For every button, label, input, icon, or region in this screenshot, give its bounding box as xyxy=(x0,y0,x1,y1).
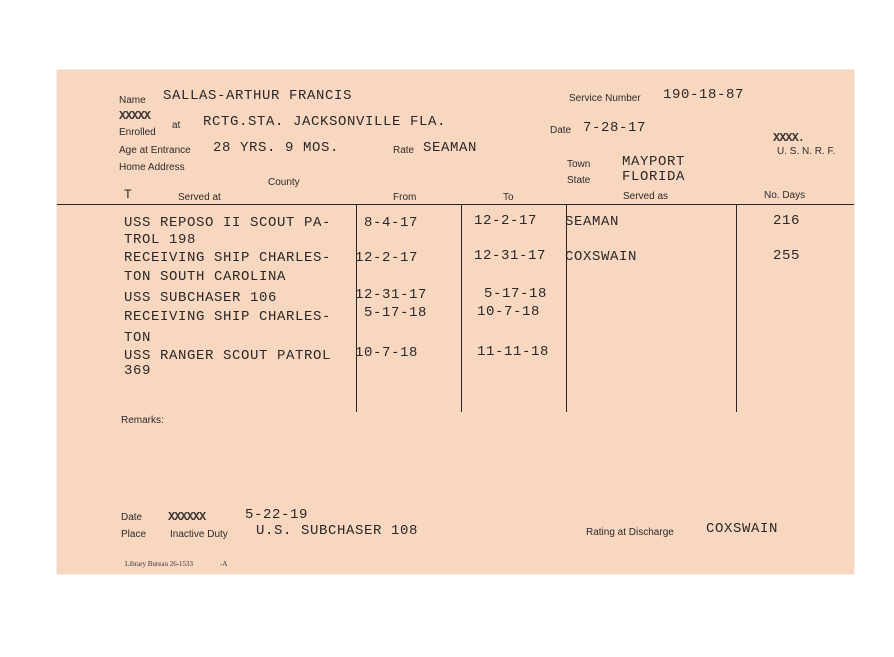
printer-imprint-mark: -A xyxy=(220,560,228,568)
row3-served-at: USS SUBCHASER 106 xyxy=(124,290,278,306)
struck-enrolled-text: XXXXX xyxy=(119,109,151,123)
state-label: State xyxy=(567,175,591,186)
home-address-label: Home Address xyxy=(119,162,185,173)
place-value: U.S. SUBCHASER 108 xyxy=(256,523,419,539)
col-from: From xyxy=(393,192,417,203)
state-value: FLORIDA xyxy=(622,169,686,185)
county-label: County xyxy=(268,177,300,188)
table-header-rule xyxy=(57,204,854,205)
row1-to: 12-2-17 xyxy=(474,213,538,229)
t-mark: T xyxy=(124,187,133,202)
row2-served-at-line1: RECEIVING SHIP CHARLES- xyxy=(124,250,332,266)
row2-days: 255 xyxy=(773,248,801,264)
col-served-at: Served at xyxy=(178,192,221,203)
col-to: To xyxy=(503,192,514,203)
row3-to: 5-17-18 xyxy=(484,286,548,302)
row5-from: 10-7-18 xyxy=(355,345,419,361)
row4-to: 10-7-18 xyxy=(477,304,541,320)
service-number-label: Service Number xyxy=(569,93,641,104)
town-label: Town xyxy=(567,159,591,170)
col-no-days: No. Days xyxy=(764,190,806,201)
service-record-card xyxy=(57,70,854,574)
row1-served-at-line2: TROL 198 xyxy=(124,232,197,248)
row5-to: 11-11-18 xyxy=(477,344,550,360)
col-served-as: Served as xyxy=(623,191,669,202)
rating-at-discharge-value: COXSWAIN xyxy=(706,521,779,537)
row1-served-at-line1: USS REPOSO II SCOUT PA- xyxy=(124,215,332,231)
name-value: SALLAS-ARTHUR FRANCIS xyxy=(163,88,353,104)
age-label: Age at Entrance xyxy=(119,145,191,156)
remarks-label: Remarks: xyxy=(121,415,164,426)
column-divider-served-as xyxy=(566,205,567,412)
footer-date-value: 5-22-19 xyxy=(245,507,309,523)
row2-from: 12-2-17 xyxy=(355,250,419,266)
struck-usnrf-text: XXXX. xyxy=(773,131,805,145)
row1-from: 8-4-17 xyxy=(364,215,419,231)
row1-days: 216 xyxy=(773,213,801,229)
struck-date-text: XXXXXX xyxy=(168,510,206,524)
row2-served-at-line2: TON SOUTH CAROLINA xyxy=(124,269,287,285)
row4-from: 5-17-18 xyxy=(364,305,428,321)
footer-date-label: Date xyxy=(121,512,143,523)
date-label: Date xyxy=(550,125,572,136)
row5-served-at-line2: 369 xyxy=(124,363,152,379)
place-label: Place xyxy=(121,529,147,540)
rate-value: SEAMAN xyxy=(423,140,478,156)
row4-served-at-line2: TON xyxy=(124,330,152,346)
row3-from: 12-31-17 xyxy=(355,287,428,303)
row2-to: 12-31-17 xyxy=(474,248,547,264)
service-number-value: 190-18-87 xyxy=(663,87,745,103)
row4-served-at-line1: RECEIVING SHIP CHARLES- xyxy=(124,309,332,325)
column-divider-to xyxy=(461,205,462,412)
usnrf-label: U. S. N. R. F. xyxy=(777,146,836,157)
at-label: at xyxy=(172,120,181,131)
row5-served-at-line1: USS RANGER SCOUT PATROL xyxy=(124,348,332,364)
town-value: MAYPORT xyxy=(622,154,686,170)
column-divider-from xyxy=(356,205,357,412)
column-divider-days xyxy=(736,205,737,412)
name-label: Name xyxy=(119,95,146,106)
age-value: 28 YRS. 9 MOS. xyxy=(213,140,340,156)
enrolled-at-value: RCTG.STA. JACKSONVILLE FLA. xyxy=(203,114,447,130)
enrolled-label: Enrolled xyxy=(119,127,156,138)
rating-at-discharge-label: Rating at Discharge xyxy=(586,527,674,538)
inactive-duty-label: Inactive Duty xyxy=(170,529,228,540)
row1-served-as: SEAMAN xyxy=(565,214,620,230)
printer-imprint: Library Bureau 26-1533 xyxy=(125,560,194,568)
rate-label: Rate xyxy=(393,145,415,156)
date-value: 7-28-17 xyxy=(583,120,647,136)
row2-served-as: COXSWAIN xyxy=(565,249,638,265)
